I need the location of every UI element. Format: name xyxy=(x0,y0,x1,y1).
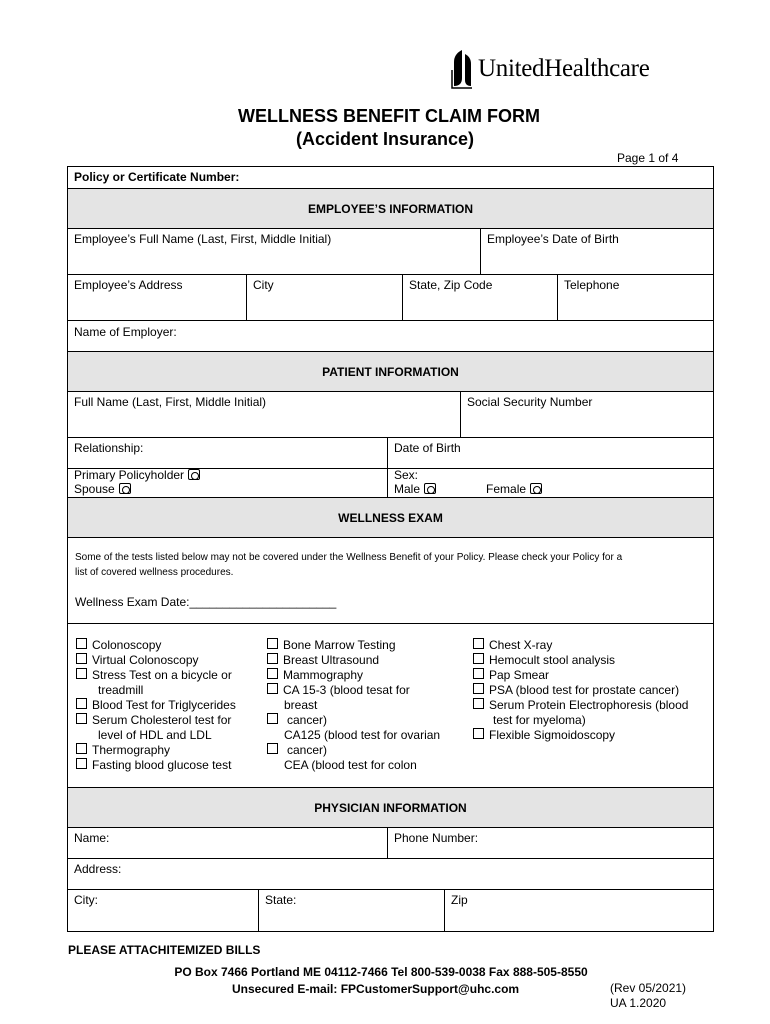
physician-city-row xyxy=(68,890,713,932)
virtual-colonoscopy-checkbox[interactable] xyxy=(76,653,87,664)
sex-label: Sex: xyxy=(394,468,419,482)
primary-policyholder-label: Primary Policyholder xyxy=(74,468,185,482)
bone-marrow-label: Bone Marrow Testing xyxy=(283,638,396,652)
patient-ssn-field[interactable]: Social Security Number xyxy=(467,395,593,409)
serum-cholesterol-label-cont: level of HDL and LDL xyxy=(98,728,212,742)
spouse-radio[interactable] xyxy=(119,483,131,494)
physician-section-title: PHYSICIAN INFORMATION xyxy=(314,800,467,815)
wellness-section-title: WELLNESS EXAM xyxy=(338,510,443,525)
breast-ultrasound-label: Breast Ultrasound xyxy=(283,653,380,667)
patient-relationship-row xyxy=(68,438,713,469)
tests-column-2 xyxy=(267,638,473,777)
fasting-glucose-label: Fasting blood glucose test xyxy=(92,758,232,772)
cea-checkbox[interactable] xyxy=(267,743,278,754)
fasting-glucose-checkbox[interactable] xyxy=(76,758,87,769)
stress-test-label-cont: treadmill xyxy=(98,683,144,697)
form-subtitle: (Accident Insurance) xyxy=(295,129,475,149)
policy-row xyxy=(68,167,713,189)
logo-text: UnitedHealthcare xyxy=(478,55,650,82)
wellness-section-header xyxy=(68,498,713,538)
virtual-colonoscopy-label: Virtual Colonoscopy xyxy=(92,653,199,667)
serum-cholesterol-label: Serum Cholesterol test for xyxy=(92,713,232,727)
employer-name-field[interactable]: Name of Employer: xyxy=(74,325,177,339)
flexible-sigmoidoscopy-checkbox[interactable] xyxy=(473,728,484,739)
employee-address-row xyxy=(68,275,713,321)
psa-label: PSA (blood test for prostate cancer) xyxy=(489,683,680,697)
physician-name-field[interactable]: Name: xyxy=(68,828,388,858)
uhc-shield-icon xyxy=(450,48,474,90)
thermography-checkbox[interactable] xyxy=(76,743,87,754)
physician-state-field[interactable]: State: xyxy=(259,890,445,931)
mammography-checkbox[interactable] xyxy=(267,668,278,679)
employee-address-field[interactable]: Employee’s Address xyxy=(68,275,247,320)
physician-address-row xyxy=(68,859,713,890)
primary-policyholder-radio[interactable] xyxy=(188,469,200,480)
serum-protein-label: Serum Protein Electrophoresis (blood xyxy=(489,698,689,712)
ca15-3-label-end: cancer) xyxy=(287,713,328,727)
spouse-label: Spouse xyxy=(74,482,115,496)
female-radio[interactable] xyxy=(530,483,542,494)
male-label: Male xyxy=(394,482,421,496)
attach-bills-note: PLEASE ATTACHITEMIZED BILLS xyxy=(68,943,261,957)
stress-test-label: Stress Test on a bicycle or xyxy=(92,668,232,682)
relationship-options xyxy=(68,468,388,497)
ua-version: UA 1.2020 xyxy=(610,996,667,1010)
employee-state-zip-field[interactable]: State, Zip Code xyxy=(403,275,558,320)
ca15-3-label: CA 15-3 (blood tesat for xyxy=(283,683,410,697)
hemocult-label: Hemocult stool analysis xyxy=(489,653,616,667)
ca125-checkbox[interactable] xyxy=(267,713,278,724)
pap-smear-label: Pap Smear xyxy=(489,668,550,682)
employee-section-header xyxy=(68,189,713,229)
male-radio[interactable] xyxy=(424,483,436,494)
employee-dob-field[interactable]: Employee’s Date of Birth xyxy=(487,232,619,246)
psa-checkbox[interactable] xyxy=(473,683,484,694)
patient-dob-field[interactable]: Date of Birth xyxy=(394,441,461,455)
serum-cholesterol-checkbox[interactable] xyxy=(76,713,87,724)
pap-smear-checkbox[interactable] xyxy=(473,668,484,679)
employee-telephone-field[interactable]: Telephone xyxy=(564,278,620,292)
patient-name-row xyxy=(68,392,713,438)
ca15-3-checkbox[interactable] xyxy=(267,683,278,694)
employee-full-name-field[interactable]: Employee’s Full Name (Last, First, Middle Initial) xyxy=(68,229,481,274)
mailing-address: PO Box 7466 Portland ME 04112-7466 Tel 800-539-0038 Fax 888-505-8550 xyxy=(174,965,588,979)
tests-column-3 xyxy=(473,638,713,777)
page-number: Page 1 of 4 xyxy=(617,151,679,165)
mammography-label: Mammography xyxy=(283,668,364,682)
form-title: WELLNESS BENEFIT CLAIM FORM xyxy=(238,106,540,126)
employee-section-title: EMPLOYEE’S INFORMATION xyxy=(307,201,474,216)
patient-section-title: PATIENT INFORMATION xyxy=(322,364,459,379)
cea-label: CEA (blood test for colon xyxy=(284,758,417,772)
thermography-label: Thermography xyxy=(92,743,171,757)
wellness-tests-grid xyxy=(68,624,713,788)
wellness-exam-date-field[interactable]: Wellness Exam Date:______________________ xyxy=(75,595,337,609)
chest-xray-checkbox[interactable] xyxy=(473,638,484,649)
wellness-note-row xyxy=(68,538,713,624)
colonoscopy-label: Colonoscopy xyxy=(92,638,162,652)
ca125-label: CA125 (blood test for ovarian xyxy=(284,728,441,742)
colonoscopy-checkbox[interactable] xyxy=(76,638,87,649)
policy-number-field[interactable]: Policy or Certificate Number: xyxy=(74,170,240,184)
hemocult-checkbox[interactable] xyxy=(473,653,484,664)
patient-section-header xyxy=(68,352,713,392)
chest-xray-label: Chest X-ray xyxy=(489,638,553,652)
revision-info xyxy=(610,981,686,1011)
patient-options-row xyxy=(68,468,713,498)
breast-ultrasound-checkbox[interactable] xyxy=(267,653,278,664)
relationship-label: Relationship: xyxy=(68,438,388,468)
wellness-note-line1: Some of the tests listed below may not be covered under the Wellness Benefit of your Policy. Please check your Policy for a xyxy=(75,552,623,563)
employee-name-row xyxy=(68,229,713,275)
physician-zip-field[interactable]: Zip xyxy=(451,893,468,907)
flexible-sigmoidoscopy-label: Flexible Sigmoidoscopy xyxy=(489,728,616,742)
ca125-label-cont: cancer) xyxy=(287,743,328,757)
unitedhealthcare-logo xyxy=(450,48,650,90)
ca15-3-label-cont: breast xyxy=(284,698,318,712)
female-label: Female xyxy=(486,482,527,496)
stress-test-checkbox[interactable] xyxy=(76,668,87,679)
triglycerides-checkbox[interactable] xyxy=(76,698,87,709)
patient-full-name-field[interactable]: Full Name (Last, First, Middle Initial) xyxy=(68,392,461,437)
claim-form xyxy=(67,166,714,932)
serum-protein-checkbox[interactable] xyxy=(473,698,484,709)
physician-city-field[interactable]: City: xyxy=(68,890,259,931)
physician-name-row xyxy=(68,828,713,859)
sex-options xyxy=(388,468,713,497)
employee-city-field[interactable]: City xyxy=(247,275,403,320)
physician-section-header xyxy=(68,788,713,828)
physician-address-field[interactable]: Address: xyxy=(74,862,122,876)
wellness-note-line2: list of covered wellness procedures. xyxy=(75,567,234,578)
tests-column-1 xyxy=(76,638,267,777)
triglycerides-label: Blood Test for Triglycerides xyxy=(92,698,236,712)
employer-row xyxy=(68,321,713,352)
revision-date: (Rev 05/2021) xyxy=(610,981,687,995)
physician-phone-field[interactable]: Phone Number: xyxy=(394,831,479,845)
bone-marrow-checkbox[interactable] xyxy=(267,638,278,649)
support-email[interactable]: Unsecured E-mail: FPCustomerSupport@uhc.com xyxy=(232,982,520,996)
serum-protein-label-cont: test for myeloma) xyxy=(493,713,586,727)
